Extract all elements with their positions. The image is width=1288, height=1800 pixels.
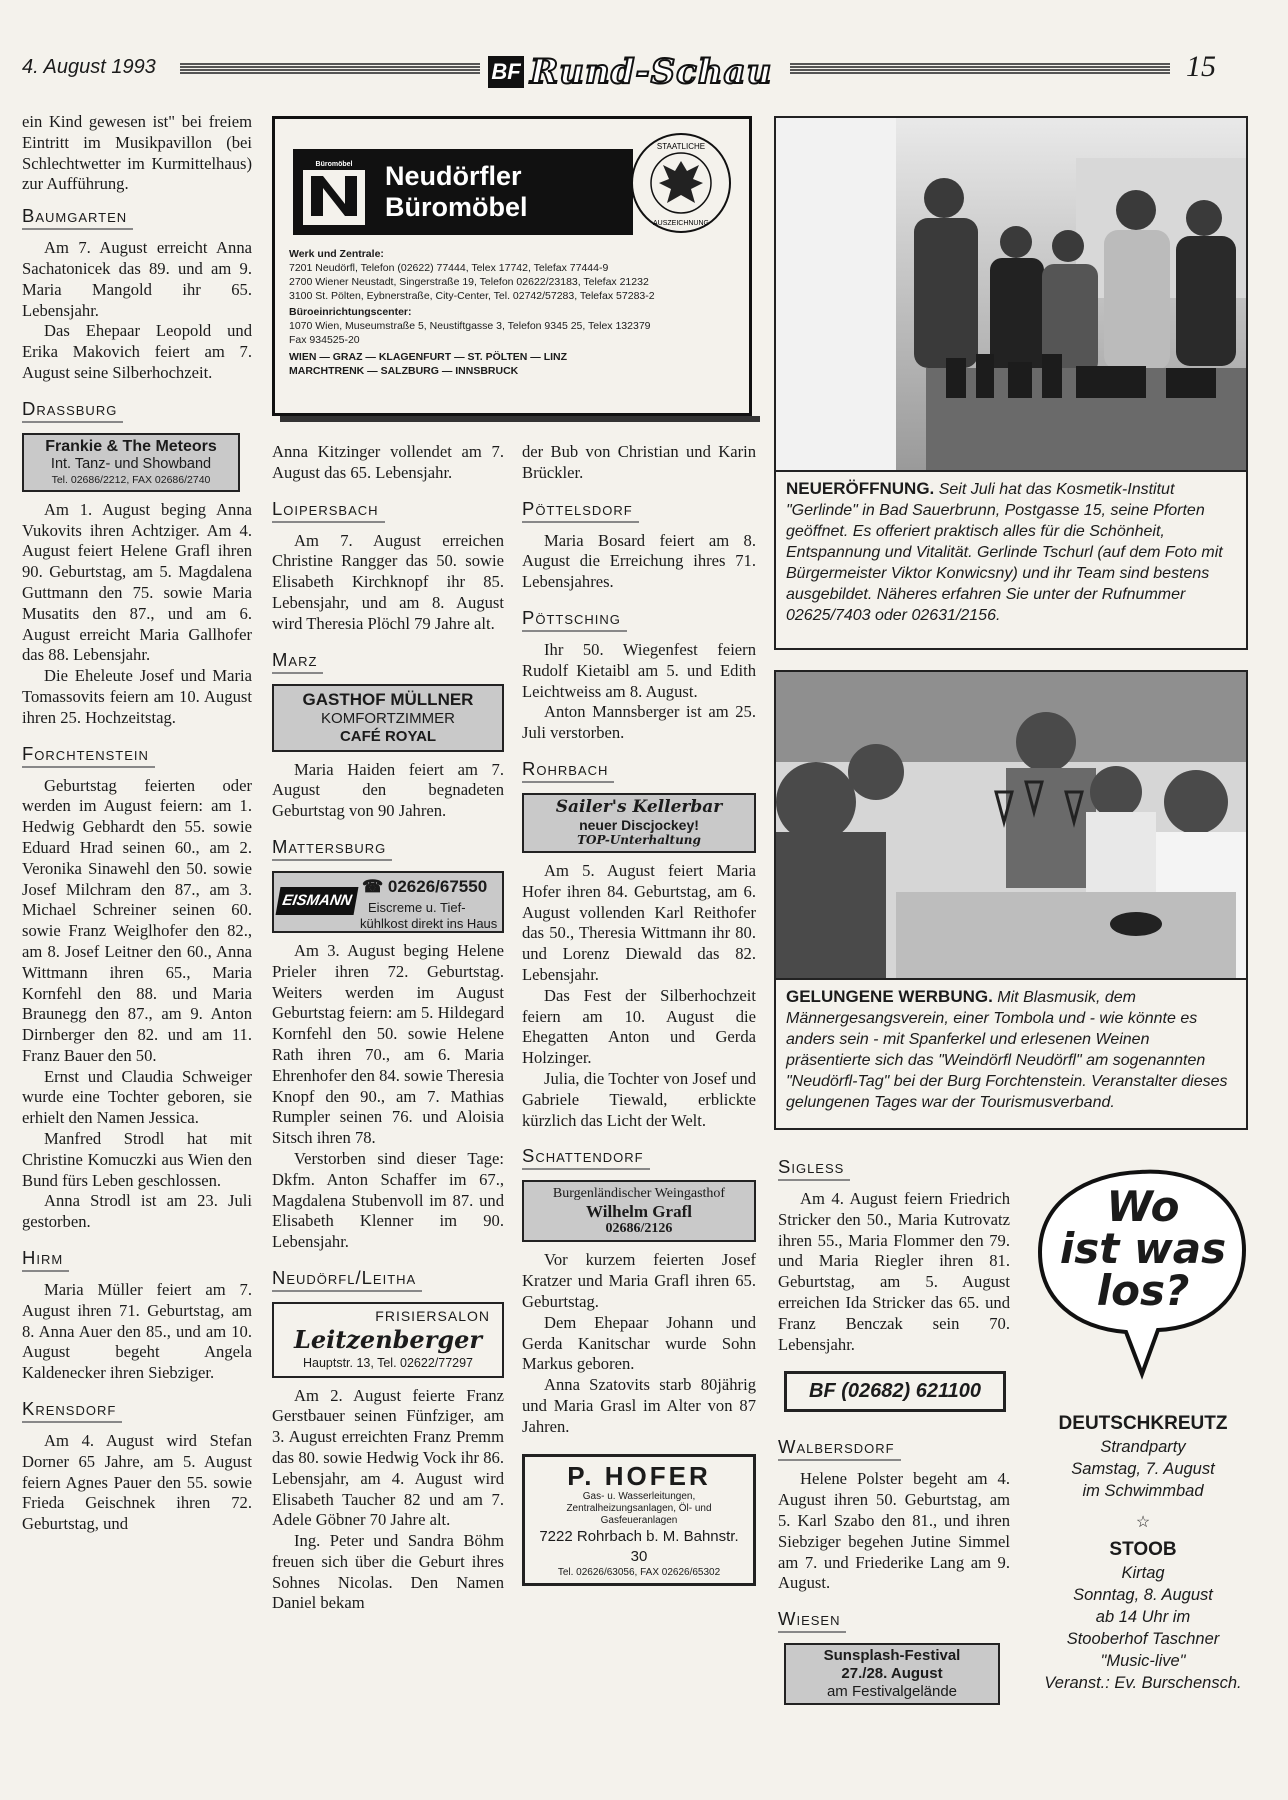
column-1 [22, 112, 252, 1535]
paragraph: Helene Polster begeht am 4. August ihren 50. Geburtstag, am 5. Karl Szabo den 81., und ihren Siebziger begehen Jutine Simmel am 7. und Friederike Lang am 9. August. [778, 1469, 1010, 1593]
ad-line: TOP-Unterhaltung [577, 832, 701, 847]
eagle-icon [633, 135, 729, 231]
ad-line: kühlkost direkt ins Haus [360, 915, 498, 931]
paragraph: Am 7. August erreichen Christine Rangger das 50. sowie Elisabeth Kirchknopf ihr 85. Lebensjahr, und am 8. August wird Theresia Plöchl 79 Jahre alt. [272, 530, 504, 633]
bf-logo-box: BF [488, 56, 524, 88]
section-title-walbersdorf: Walbersdorf [778, 1436, 901, 1461]
caption-headline: NEUERÖFFNUNG. [786, 479, 935, 498]
ad-line: Wilhelm Grafl [586, 1202, 692, 1222]
col3-intro: der Bub von Christian und Karin Brückler. [522, 442, 756, 482]
ad-line: Tel. 02626/63056, FAX 02626/65302 [557, 1566, 721, 1578]
ad-line: Burgenländischer Weingasthof [552, 1186, 726, 1202]
ad-line: Gas- u. Wasserleitungen, Zentralheizungsanlagen, Öl- und Gasfeueranlagen [566, 1490, 712, 1526]
paragraph: Maria Müller feiert am 7. August ihren 71. Geburtstag, am 8. Anna Auer den 85., und am 10. August begeht Angela Kaldenecker ihren Siebziger. [22, 1280, 252, 1383]
ad-line: am Festivalgelände [826, 1683, 958, 1701]
ad-line: Sunsplash-Festival [823, 1647, 961, 1665]
event-title-stoob: STOOB [1109, 1539, 1177, 1560]
ad-sunsplash-festival [784, 1643, 1000, 1705]
paragraph: Anton Mannsberger ist am 25. Juli verstorben. [522, 702, 756, 743]
bubble-line: ist was [1059, 1224, 1227, 1273]
paragraph: Am 3. August beging Helene Prieler ihren 72. Geburtstag. Weiters werden im August Geburtstag feiern: am 5. Hildegard Kornfehl den 50. sowie Helene Rath ihren 70., am 6. Maria Ehrenhofer den 84. sowie Theresia Knopf den 90., am 7. Mathias Rumpler seinen 76. und Aloisia Sitsch ihren 78. [272, 940, 504, 1148]
column-3 [522, 442, 756, 1586]
ad-line: 7222 Rohrbach b. M. Bahnstr. 30 [539, 1527, 739, 1565]
col2-intro: Anna Kitzinger vollendet am 7. August das 65. Lebensjahr. [272, 442, 504, 482]
section-title-poettelsdorf: Pöttelsdorf [522, 498, 639, 523]
paragraph: Am 4. August wird Stefan Dorner 65 Jahre, am 5. August feiern Agnes Pauer den 55. sowie Frieda Geischnek ihren 72. Geburtstag, und [22, 1431, 252, 1534]
ad-banner [293, 149, 633, 235]
bf-phone-box: BF (02682) 621100 [784, 1371, 1006, 1412]
event-line: Strandparty [1100, 1438, 1186, 1456]
event-line: Stooberhof Taschner [1066, 1630, 1220, 1648]
section-title-krensdorf: Krensdorf [22, 1398, 122, 1423]
speech-bubble [1030, 1160, 1256, 1390]
section-title-neudoerfl: Neudörfl/Leitha [272, 1267, 422, 1292]
photo-image [776, 672, 1246, 978]
ad-line: 27./28. August [841, 1665, 943, 1683]
caption-neueroeffnung [774, 472, 1248, 650]
ad-line: Sailer's Kellerbar [555, 796, 723, 817]
ad-title-line: Neudörfler [385, 161, 522, 191]
column-4 [778, 1146, 1010, 1705]
paragraph: Maria Haiden feiert am 7. August den begnadeten Geburtstag von 90 Jahren. [272, 759, 504, 821]
ad-title-line: Büromöbel [385, 192, 528, 222]
page-number: 15 [1186, 50, 1216, 83]
event-line: ab 14 Uhr im [1095, 1608, 1191, 1626]
caption-gelungene-werbung [774, 980, 1248, 1130]
caption-headline: GELUNGENE WERBUNG. [786, 987, 993, 1006]
caption-text: Seit Juli hat das Kosmetik-Institut "Gerlinde" in Bad Sauerbrunn, Postgasse 15, seine Pforten geöffnet. Es offeriert praktisch alles für die Schönheit, Entspannung und Vitalität. Gerlinde Tschurl (auf dem Foto mit Bürgermeister Viktor Konwicsny) und ihr Team sind bestens ausgebildet. Näheres erfahren Sie unter der Rufnummer 02625/7403 oder 02631/2156. [786, 481, 1223, 624]
ad-contact-info [289, 247, 739, 378]
paragraph: Vor kurzem feierten Josef Kratzer und Maria Grafl ihren 65. Geburtstag. [522, 1250, 756, 1311]
bubble-line: los? [1096, 1266, 1190, 1315]
paragraph: Dem Ehepaar Johann und Gerda Kanitschar wurde Sohn Markus geboren. [522, 1312, 756, 1374]
ad-eismann [272, 871, 504, 933]
ad-line: FRISIERSALON [375, 1307, 490, 1324]
paragraph: Julia, die Tochter von Josef und Gabriele Tiewald, erblickte kürzlich das Licht der Welt. [522, 1068, 756, 1130]
paragraph: Anna Strodl ist am 23. Juli gestorben. [22, 1191, 252, 1232]
section-title-wiesen: Wiesen [778, 1608, 846, 1633]
paragraph: Das Fest der Silberhochzeit feiern am 10. August die Ehegatten Anton und Gerda Holzinger. [522, 985, 756, 1068]
ad-line: KOMFORTZIMMER [321, 709, 455, 727]
paragraph: Am 2. August feierte Franz Gerstbauer seinen Fünfziger, am 3. August erreichten Franz Premm das 80. sowie Hedwig Vock ihr 86. Lebensjahr, am 4. August wird Elisabeth Taucher 82 und am 7. Adele Göbner 70 Jahre alt. [272, 1385, 504, 1530]
section-title-marz: Marz [272, 649, 323, 674]
ad-neudoerfler-bueromoebel [272, 116, 752, 416]
paragraph: Manfred Strodl hat mit Christine Komuczki aus Wien den Bund fürs Leben geschlossen. [22, 1129, 252, 1190]
eismann-logo: EISMANN [276, 887, 359, 915]
ad-line: Eiscreme u. Tief- [368, 899, 466, 915]
paragraph: Ernst und Claudia Schweiger wurde eine Tochter geboren, sie erhielt den Namen Jessica. [22, 1066, 252, 1128]
paragraph: Am 7. August erreicht Anna Sachatonicek das 89. und am 9. Maria Mangold ihr 65. Lebensjahr. [22, 238, 252, 320]
issue-date: 4. August 1993 [22, 56, 156, 78]
section-title-rohrbach: Rohrbach [522, 758, 614, 783]
section-title-hirm: Hirm [22, 1247, 69, 1272]
paragraph: Am 1. August beging Anna Vukovits ihren Achtziger. Am 4. August feiert Helene Grafl ihren 90. Geburtstag, am 5. Magdalena Guttmann den 75. sowie Maria Musatits den 87., und am 6. August erreicht Maria Gallhofer das 88. Lebensjahr. [22, 499, 252, 665]
paragraph: Am 5. August feiert Maria Hofer ihren 84. Geburtstag, am 6. August vollenden Karl Reithofer das 50., Theresia Wittmann ihr 80. und Lorenz Diewald das 82. Lebensjahr. [522, 860, 756, 984]
section-title-poettsching: Pöttsching [522, 607, 627, 632]
paragraph: Das Ehepaar Leopold und Erika Makovich feiert am 7. August seine Silberhochzeit. [22, 321, 252, 382]
section-title-loipersbach: Loipersbach [272, 498, 385, 523]
header-rule-left [180, 63, 480, 75]
ad-phone: ☎ 02626/67550 [362, 876, 488, 896]
section-title-drassburg: Drassburg [22, 398, 123, 423]
ad-line: GASTHOF MÜLLNER [302, 689, 474, 709]
section-title-mattersburg: Mattersburg [272, 836, 392, 861]
salon-script-logo: Leitzenberger [293, 1324, 483, 1354]
ad-line: Int. Tanz- und Showband [50, 455, 212, 472]
ad-line: CAFÉ ROYAL [339, 727, 437, 745]
ad-line: Hauptstr. 13, Tel. 02622/77297 [302, 1355, 474, 1370]
event-line: im Schwimmbad [1082, 1482, 1204, 1500]
ad-line: Frankie & The Meteors [45, 437, 217, 455]
ad-shadow [280, 416, 760, 422]
buero-lines: 1070 Wien, Museumstraße 5, Neustiftgasse 3, Telefon 9345 25, Telex 132379 Fax 934525-20 [289, 320, 651, 346]
masthead-logo [488, 52, 772, 92]
logo-small-text: Büromöbel [303, 159, 365, 170]
paragraph: Die Eheleute Josef und Maria Tomassovits feiern am 10. August ihren 25. Hochzeitstag. [22, 666, 252, 727]
ad-title [385, 161, 528, 223]
cities-line: MARCHTRENK — SALZBURG — INNSBRUCK [289, 365, 519, 377]
seal-top-text: STAATLICHE [656, 142, 706, 151]
ad-name: P. HOFER [567, 1460, 711, 1491]
column-2 [272, 442, 504, 1614]
paragraph: Geburtstag feierten oder werden im August feiern: am 1. Hedwig Gebhardt den 55. sowie Eduard Hrad seinen 60., am 2. Veronika Sinawehl den 50. sowie Josef Milchram den 87., am 3. Michael Schreiner seinen 60. sowie Franz Weiglhofer den 82., am 8. Josef Leitner den 60., Anna Wittmann ihren 65., Maria Kornfehl den 88. und Maria Braunegg den 87., am 9. Anton Dirnberger den 82. und am 11. Franz Bauer den 50. [22, 775, 252, 1065]
paragraph: Verstorben sind dieser Tage: Dkfm. Anton Schaffer im 67., Magdalena Stubenvoll im 87. und Elisabeth Klenner im 90. Lebensjahr. [272, 1148, 504, 1252]
werk-lines: 7201 Neudörfl, Telefon (02622) 77444, Telex 17742, Telefax 77444-9 2700 Wiener Neustadt, Singerstraße 19, Telefon 02622/23183, Telefax 21232 3100 St. Pölten, Eybnerstraße, City-Center, Tel. 02742/57283, Telefax 57283-2 [289, 262, 655, 302]
paragraph: Ihr 50. Wiegenfest feiern Rudolf Kietaibl am 5. und Edith Leichtweiss am 8. August. [522, 639, 756, 701]
cities-line: WIEN — GRAZ — KLAGENFURT — ST. PÖLTEN — LINZ [289, 351, 568, 363]
ad-p-hofer [522, 1454, 756, 1586]
ad-line: Tel. 02686/2212, FAX 02686/2740 [51, 473, 211, 486]
werk-heading: Werk und Zentrale: [289, 248, 384, 260]
paragraph: Maria Bosard feiert am 8. August die Erreichung ihres 71. Lebensjahres. [522, 530, 756, 592]
section-title-baumgarten: Baumgarten [22, 205, 133, 230]
rund-schau-title: Rund-Schau [530, 52, 773, 92]
state-award-seal-icon [631, 133, 731, 233]
ad-line: neuer Discjockey! [579, 816, 699, 833]
paragraph: Anna Szatovits starb 80jährig und Maria Grasl im Alter von 87 Jahren. [522, 1375, 756, 1436]
ad-frisiersalon [272, 1302, 504, 1378]
caption-text: Mit Blasmusik, dem Männergesangsverein, einer Tombola und - wie könnte es anders sein - mit Spanferkel und erlesenen Weinen präsentierte sich das "Weindörfl Neudörfl" am sogenannten "Neudörfl-Tag" bei der Burg Forchtenstein. Veranstalter dieses gelungenen Tages war der Tourismusverband. [786, 989, 1228, 1111]
section-title-sigless: Sigless [778, 1156, 850, 1181]
ad-sailers-kellerbar [522, 793, 756, 853]
events-listing [1030, 1412, 1256, 1694]
n-mark-icon [303, 170, 365, 222]
photo-neueroeffnung [774, 116, 1248, 472]
ad-line: 02686/2126 [605, 1221, 673, 1237]
photo-gelungene-werbung [774, 670, 1248, 980]
header-rule-right [790, 63, 1170, 75]
star-icon: ☆ [1135, 1514, 1151, 1531]
ad-weingasthof-grafl [522, 1180, 756, 1242]
ad-gasthof-muellner [272, 684, 504, 752]
bubble-text [1030, 1182, 1256, 1315]
event-line: Veranst.: Ev. Burschensch. [1044, 1674, 1242, 1692]
paragraph: Ing. Peter und Sandra Böhm freuen sich über die Geburt ihres Sohnes Nicolas. Den Namen Daniel bekam [272, 1531, 504, 1613]
section-title-forchtenstein: Forchtenstein [22, 743, 155, 768]
event-line: Kirtag [1121, 1564, 1165, 1582]
col1-intro: ein Kind gewesen ist" bei freiem Eintritt im Musikpavillon (bei Schlechtwetter im Kurmittelhaus) zur Aufführung. [22, 112, 252, 194]
buero-heading: Büroeinrichtungscenter: [289, 306, 412, 318]
event-line: Samstag, 7. August [1071, 1460, 1215, 1478]
event-line: Sonntag, 8. August [1073, 1586, 1213, 1604]
n-logo-icon [303, 159, 365, 225]
section-title-schattendorf: Schattendorf [522, 1145, 650, 1170]
photo-image [776, 118, 1246, 470]
event-title-deutschkreutz: DEUTSCHKREUTZ [1058, 1413, 1228, 1434]
event-line: "Music-live" [1100, 1652, 1186, 1670]
bubble-line: Wo [1106, 1182, 1180, 1231]
ad-frankie-meteors [22, 433, 240, 492]
paragraph: Am 4. August feiern Friedrich Stricker den 50., Maria Kutrovatz ihren 55., Maria Flommer den 79. und Maria Riegler ihren 81. Geburtstag, am 5. August erreichen Ida Stricker das 65. und Franz Benczak sein 70. Lebensjahr. [778, 1189, 1010, 1354]
seal-bottom-text: AUSZEICHNUNG [652, 220, 710, 227]
